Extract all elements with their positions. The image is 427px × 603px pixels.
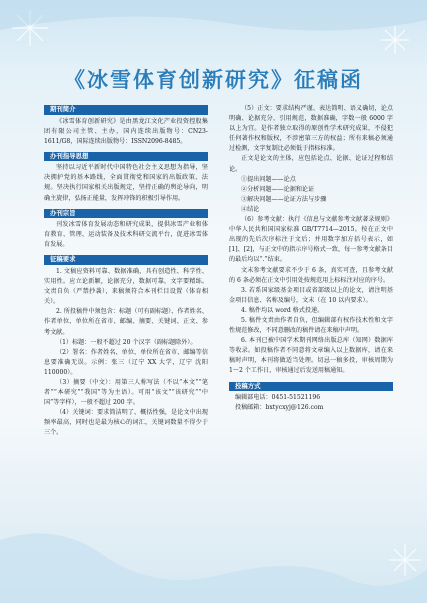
paragraph: 文末参考文献要求不少于 6 条，真实可查，且参考文献的 6 条必须在正文中引用处按规范用上标标注对应的序号。 — [229, 266, 393, 284]
paragraph: （6）参考文献：执行《信息与文献参考文献著录规则》中华人民共和国国家标准 GB/T7714—2015。按在正文中出现的先后次序标注于文后；并用数字加方括号表示，如 [1]、[2]，与正文中的指示序号格式一致，每一参考文献条目的最后均以“.”结束。 — [229, 216, 393, 264]
left-column — [44, 104, 208, 439]
section-heading-purpose: 办刊宗旨 — [44, 209, 208, 219]
list-item: ①提出问题——论点 — [241, 175, 296, 183]
paragraph: （5）正文：要求结构严谨、表达简明、语义确切，论点明确、论据充分，引用规范，数据准确，字数一般 6000 字以上为宜。是作者独立取得的原创性学术研究成果，不侵犯任何著作权和版权，不涉密第三方的权益；所有来稿必须通过检测，文字复制比必须低于指标标准。 — [229, 105, 393, 153]
paragraph: 6. 本刊已被中国学术期刊网络出版总库（知网）数据库等收录。如投稿作者不同意将文章编入以上数据库，请在来稿时声明，本刊将做适当处理。切忌一稿多投，审核周期为 1～2 个工作日，审核通过后发送用稿通知。 — [229, 337, 393, 375]
paragraph: 3. 若系国家级基金项目或省部级以上的论文，请注明基金项目信息、名称及编号，文末（在 10 以内要求）。 — [229, 286, 393, 304]
paragraph: 刊发冰雪体育发展动态和研究成果，提供冰雪产业和体育教育、管理、运动装备及技术科研交流平台，促进冰雪体育发展。 — [44, 221, 208, 249]
paragraph: （4）关键词：要求简洁明了、概括性强，是论文中出现频率最高，同时也是最为核心的词汇，关键词数量不得少于三个。 — [44, 409, 208, 437]
paragraph: 坚持以习近平新时代中国特色社会主义思想为指导，坚决拥护党的基本路线，全面贯彻党和国家的出版政策、法规。坚决执行国家相关出版规定，坚持正确的舆论导向，明确主旋律，弘扬正能量，发挥冲锋的积极引导作用。 — [44, 164, 208, 202]
paragraph: （3）摘要（中文）：用第三人称写法（不以“本文”“笔者”“本研究”“我国”等为主语）。可用“该文”“该研究”“中国”等字样），一般不超过 200 字。 — [44, 378, 208, 407]
right-column — [229, 104, 393, 413]
list-item: ③解决问题——论证方法与步骤 — [241, 195, 327, 203]
paragraph: 1. 文稿应资料可靠、数据准确，具有创造性、科学性、实用性。应立论新颖，论据充分，数据可靠，文字要精练。文责自负（严禁抄袭），来稿须符合本刊栏目设置（体育相关）。 — [44, 267, 208, 306]
paragraph: 《冰雪体育创新研究》是由黑龙江文化产业投资控股集团有限公司主管、主办，国内连续出版物号：CN23-1611/G8，国际连续出版物号：ISSN2096-8485。 — [44, 117, 208, 145]
list-item: ④结论 — [241, 205, 260, 213]
contact-phone: 编辑部电话：0451-51521196 — [235, 394, 321, 402]
paragraph: 4. 稿件均以 word 格式投递。 — [241, 306, 324, 314]
list-item: ②分析问题——论据和论证 — [241, 185, 315, 193]
paragraph: （1）标题：一般不超过 20 个汉字（副标题除外）。 — [56, 338, 197, 346]
page-title: 《冰雪体育创新研究》征稿函 — [64, 67, 363, 92]
paragraph: 2. 所投稿件中须包含：标题（可有副标题）、作者姓名、作者单位、单位所在省市、邮编、摘要、关键词、正文、参考文献。 — [44, 308, 208, 336]
contact-email: 投稿邮箱：bxtycxyj@126.com — [235, 404, 324, 412]
section-heading-journal-intro: 期刊简介 — [44, 105, 208, 115]
paragraph: 5. 稿件文责由作者自负，但编辑部有权作技术性和文字性规范修改，不同意删改的稿件请在来稿中声明。 — [229, 316, 393, 335]
section-heading-requirements: 征稿要求 — [44, 255, 208, 265]
paragraph: （2）署名：作者姓名、单位、单位所在省市、邮编等信息要准确无误。示例：张三（辽宁 XX 大学，辽宁 沈阳 110000）。 — [44, 348, 208, 376]
section-heading-submission-method: 投稿方式 — [229, 382, 393, 392]
paragraph: 正文是论文的主体，应包括论点、论据、论证过程和结论。 — [229, 155, 393, 173]
section-heading-guiding-ideology: 办刊指导思想 — [44, 152, 208, 162]
